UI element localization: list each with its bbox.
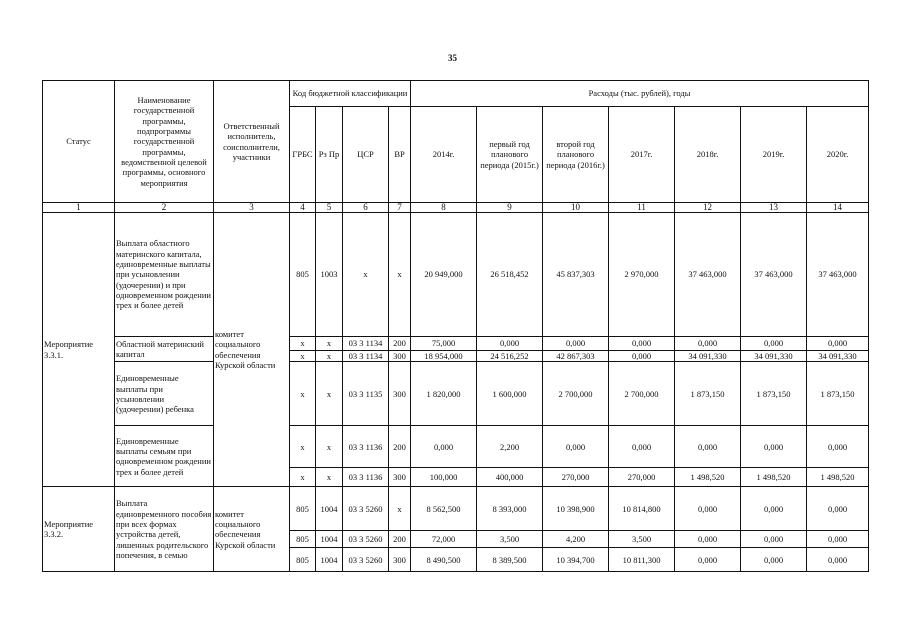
- name-cell: Единовременные выплаты семьям при одновременном рождении трех и более детей: [115, 426, 214, 487]
- header-year-2018: 2018г.: [675, 107, 741, 203]
- header-name: Наименование государственной программы, подпрограммы государственной программы, ведомственной целевой программы, основного мероприятия: [115, 81, 214, 203]
- value-cell: 18 954,000: [411, 351, 477, 362]
- value-cell: 1 498,520: [807, 468, 869, 487]
- vr-cell: 300: [389, 362, 411, 426]
- rzpr-cell: 1004: [316, 531, 343, 548]
- header-rzpr: Рз Пр: [316, 107, 343, 203]
- value-cell: 0,000: [675, 337, 741, 351]
- value-cell: 1 873,150: [807, 362, 869, 426]
- header-year-2014: 2014г.: [411, 107, 477, 203]
- rzpr-cell: 1004: [316, 487, 343, 531]
- value-cell: 0,000: [741, 531, 807, 548]
- grbs-cell: 805: [290, 531, 316, 548]
- rzpr-cell: х: [316, 337, 343, 351]
- csr-cell: 03 3 1135: [343, 362, 389, 426]
- vr-cell: х: [389, 213, 411, 337]
- value-cell: 100,000: [411, 468, 477, 487]
- csr-cell: 03 3 5260: [343, 487, 389, 531]
- value-cell: 75,000: [411, 337, 477, 351]
- index-cell: 10: [543, 203, 609, 213]
- name-cell: Областной материнский капитал: [115, 337, 214, 362]
- value-cell: 3,500: [477, 531, 543, 548]
- index-cell: 4: [290, 203, 316, 213]
- grbs-cell: х: [290, 468, 316, 487]
- csr-cell: х: [343, 213, 389, 337]
- name-cell: Единовременные выплаты при усыновлении (удочерении) ребенка: [115, 362, 214, 426]
- value-cell: 0,000: [609, 426, 675, 468]
- value-cell: 0,000: [609, 351, 675, 362]
- value-cell: 45 837,303: [543, 213, 609, 337]
- grbs-cell: х: [290, 351, 316, 362]
- value-cell: 1 873,150: [675, 362, 741, 426]
- value-cell: 0,000: [741, 337, 807, 351]
- vr-cell: 200: [389, 531, 411, 548]
- rzpr-cell: 1003: [316, 213, 343, 337]
- csr-cell: 03 3 5260: [343, 548, 389, 572]
- header-year-2020: 2020г.: [807, 107, 869, 203]
- csr-cell: 03 3 1136: [343, 426, 389, 468]
- status-cell: Мероприятие 3.3.2.: [43, 487, 115, 572]
- value-cell: 8 562,500: [411, 487, 477, 531]
- index-cell: 8: [411, 203, 477, 213]
- value-cell: 0,000: [675, 531, 741, 548]
- name-cell: Выплата областного материнского капитала, единовременные выплаты при усыновлении (удочерении) и при одновременном рождении трех и более детей: [115, 213, 214, 337]
- value-cell: 0,000: [543, 337, 609, 351]
- value-cell: 0,000: [741, 548, 807, 572]
- index-cell: 2: [115, 203, 214, 213]
- vr-cell: 300: [389, 548, 411, 572]
- value-cell: 270,000: [609, 468, 675, 487]
- header-row-1: [43, 81, 869, 107]
- value-cell: 0,000: [609, 337, 675, 351]
- header-year-2016: второй год планового периода (2016г.): [543, 107, 609, 203]
- value-cell: 1 600,000: [477, 362, 543, 426]
- value-cell: 0,000: [807, 487, 869, 531]
- value-cell: 3,500: [609, 531, 675, 548]
- value-cell: 10 811,300: [609, 548, 675, 572]
- vr-cell: х: [389, 487, 411, 531]
- value-cell: 0,000: [675, 548, 741, 572]
- responsible-cell: комитет социального обеспечения Курской области: [214, 487, 290, 572]
- value-cell: 24 516,252: [477, 351, 543, 362]
- grbs-cell: х: [290, 362, 316, 426]
- value-cell: 34 091,330: [741, 351, 807, 362]
- grbs-cell: 805: [290, 548, 316, 572]
- csr-cell: 03 3 1134: [343, 351, 389, 362]
- value-cell: 2 700,000: [609, 362, 675, 426]
- value-cell: 37 463,000: [741, 213, 807, 337]
- index-cell: 12: [675, 203, 741, 213]
- header-grbs: ГРБС: [290, 107, 316, 203]
- page-number: 35: [448, 53, 457, 63]
- value-cell: 1 820,000: [411, 362, 477, 426]
- value-cell: 8 490,500: [411, 548, 477, 572]
- csr-cell: 03 3 1136: [343, 468, 389, 487]
- header-year-2019: 2019г.: [741, 107, 807, 203]
- value-cell: 1 873,150: [741, 362, 807, 426]
- csr-cell: 03 3 5260: [343, 531, 389, 548]
- rzpr-cell: х: [316, 362, 343, 426]
- rzpr-cell: 1004: [316, 548, 343, 572]
- value-cell: 8 389,500: [477, 548, 543, 572]
- grbs-cell: х: [290, 426, 316, 468]
- header-expenses: Расходы (тыс. рублей), годы: [411, 81, 869, 107]
- value-cell: 26 518,452: [477, 213, 543, 337]
- value-cell: 1 498,520: [675, 468, 741, 487]
- status-cell: Мероприятие 3.3.1.: [43, 213, 115, 487]
- value-cell: 1 498,520: [741, 468, 807, 487]
- value-cell: 0,000: [807, 531, 869, 548]
- value-cell: 0,000: [741, 487, 807, 531]
- csr-cell: 03 3 1134: [343, 337, 389, 351]
- rzpr-cell: х: [316, 426, 343, 468]
- index-cell: 5: [316, 203, 343, 213]
- table-row: [43, 337, 869, 351]
- index-cell: 1: [43, 203, 115, 213]
- value-cell: 0,000: [477, 337, 543, 351]
- value-cell: 0,000: [543, 426, 609, 468]
- value-cell: 0,000: [675, 487, 741, 531]
- header-responsible: Ответственный исполнитель, соисполнители, участники: [214, 81, 290, 203]
- value-cell: 4,200: [543, 531, 609, 548]
- value-cell: 42 867,303: [543, 351, 609, 362]
- value-cell: 400,000: [477, 468, 543, 487]
- header-budget-code: Код бюджетной классификации: [290, 81, 411, 107]
- value-cell: 10 394,700: [543, 548, 609, 572]
- index-row: [43, 203, 869, 213]
- value-cell: 0,000: [411, 426, 477, 468]
- table-row: [43, 362, 869, 426]
- header-year-2015: первый год планового периода (2015г.): [477, 107, 543, 203]
- vr-cell: 200: [389, 426, 411, 468]
- index-cell: 7: [389, 203, 411, 213]
- index-cell: 13: [741, 203, 807, 213]
- value-cell: 37 463,000: [675, 213, 741, 337]
- table-row: [43, 426, 869, 468]
- index-cell: 9: [477, 203, 543, 213]
- table-row: [43, 487, 869, 531]
- vr-cell: 200: [389, 337, 411, 351]
- value-cell: 0,000: [807, 337, 869, 351]
- header-status: Статус: [43, 81, 115, 203]
- vr-cell: 300: [389, 468, 411, 487]
- grbs-cell: 805: [290, 213, 316, 337]
- responsible-cell: комитет социального обеспечения Курской области: [214, 213, 290, 487]
- value-cell: 0,000: [807, 426, 869, 468]
- budget-table: [42, 80, 869, 572]
- value-cell: 0,000: [807, 548, 869, 572]
- value-cell: 72,000: [411, 531, 477, 548]
- value-cell: 2,200: [477, 426, 543, 468]
- rzpr-cell: х: [316, 351, 343, 362]
- index-cell: 6: [343, 203, 389, 213]
- index-cell: 11: [609, 203, 675, 213]
- value-cell: 20 949,000: [411, 213, 477, 337]
- value-cell: 10 398,900: [543, 487, 609, 531]
- value-cell: 270,000: [543, 468, 609, 487]
- value-cell: 37 463,000: [807, 213, 869, 337]
- index-cell: 3: [214, 203, 290, 213]
- grbs-cell: 805: [290, 487, 316, 531]
- value-cell: 0,000: [675, 426, 741, 468]
- header-vr: ВР: [389, 107, 411, 203]
- header-year-2017: 2017г.: [609, 107, 675, 203]
- value-cell: 2 700,000: [543, 362, 609, 426]
- value-cell: 34 091,330: [675, 351, 741, 362]
- value-cell: 2 970,000: [609, 213, 675, 337]
- value-cell: 10 814,800: [609, 487, 675, 531]
- rzpr-cell: х: [316, 468, 343, 487]
- index-cell: 14: [807, 203, 869, 213]
- value-cell: 8 393,000: [477, 487, 543, 531]
- value-cell: 0,000: [741, 426, 807, 468]
- vr-cell: 300: [389, 351, 411, 362]
- value-cell: 34 091,330: [807, 351, 869, 362]
- grbs-cell: х: [290, 337, 316, 351]
- header-csr: ЦСР: [343, 107, 389, 203]
- table-row: [43, 213, 869, 337]
- name-cell: Выплата единовременного пособия при всех формах устройства детей, лишенных родительского попечения, в семью: [115, 487, 214, 572]
